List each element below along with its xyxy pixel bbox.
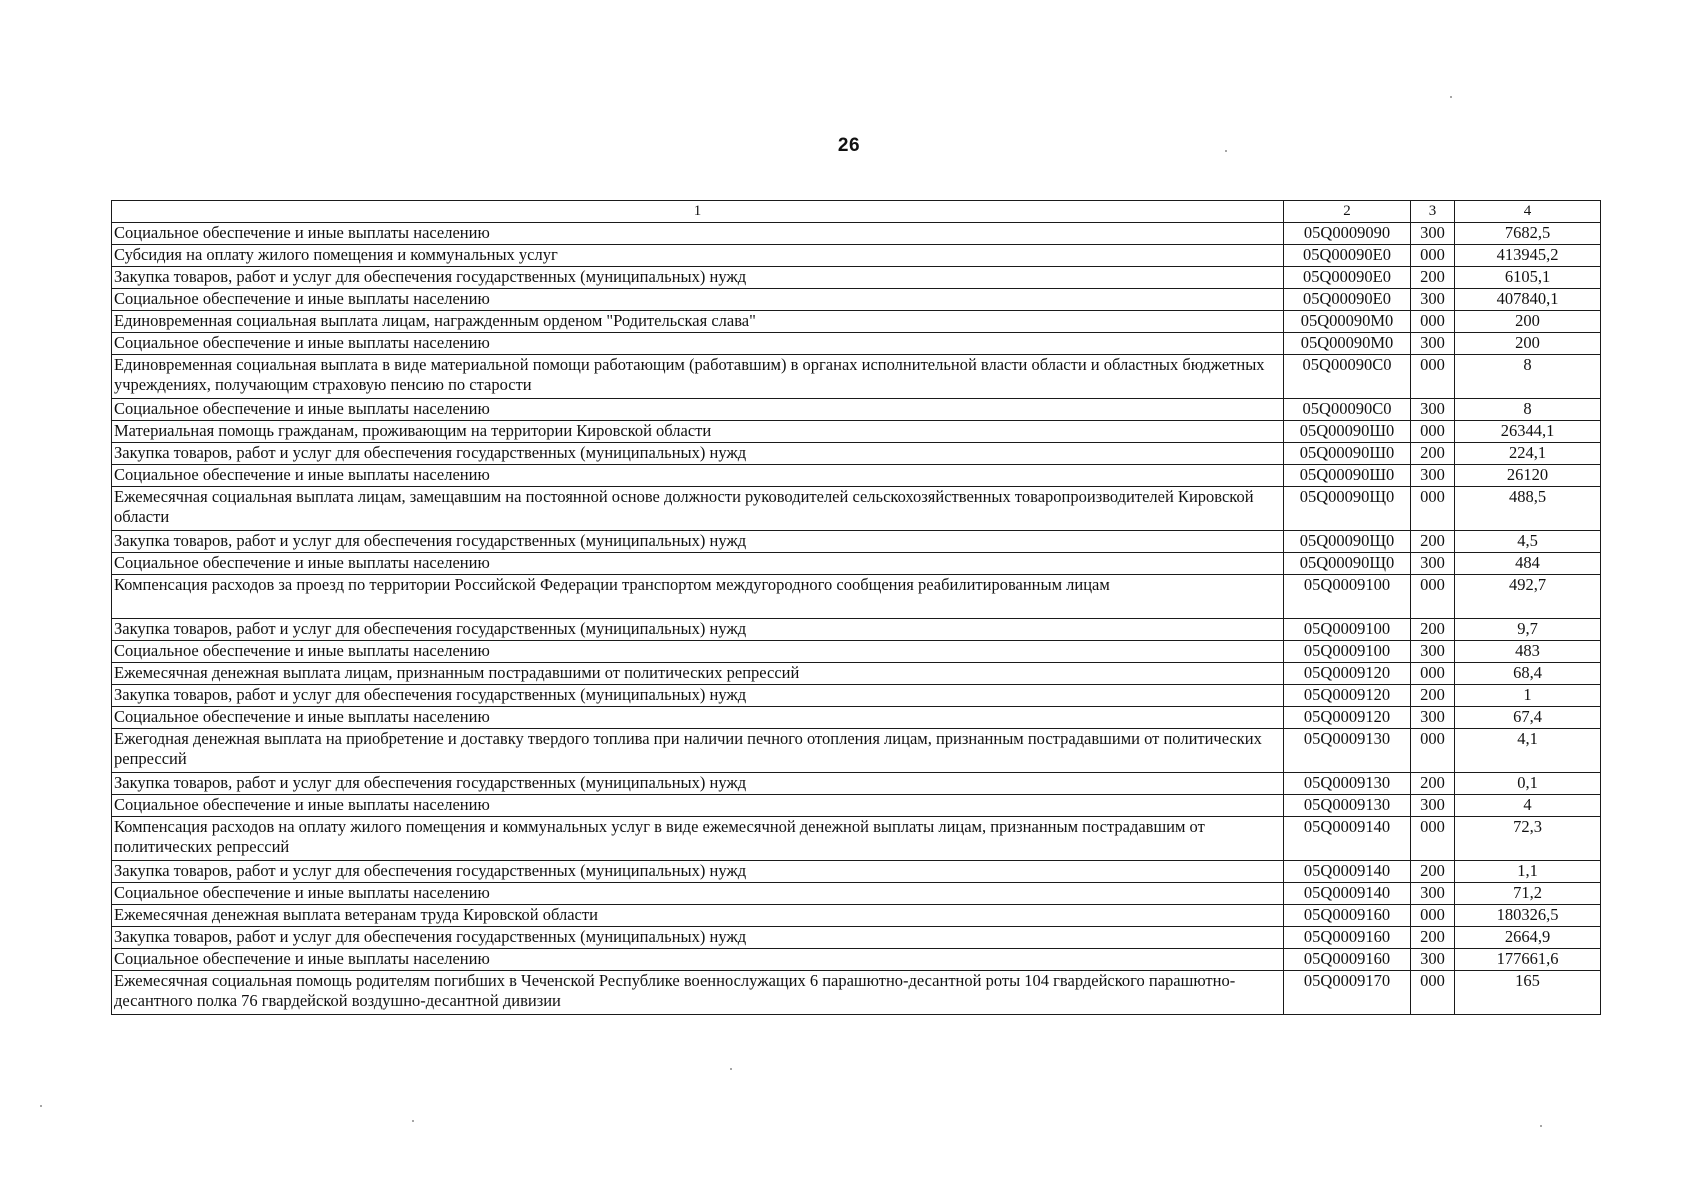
row-sum: 68,4 (1455, 663, 1601, 685)
row-name: Закупка товаров, работ и услуг для обеспечения государственных (муниципальных) нужд (112, 927, 1284, 949)
row-sum: 488,5 (1455, 487, 1601, 531)
scan-speck (730, 1068, 732, 1070)
row-code: 05Q00090Щ0 (1284, 531, 1411, 553)
row-kind: 000 (1411, 575, 1455, 619)
row-code: 05Q00090Е0 (1284, 245, 1411, 267)
row-sum: 4 (1455, 795, 1601, 817)
table-row (112, 883, 1601, 905)
row-kind: 000 (1411, 905, 1455, 927)
row-code: 05Q00090М0 (1284, 311, 1411, 333)
table-row (112, 971, 1601, 1015)
table-row (112, 333, 1601, 355)
row-kind: 300 (1411, 289, 1455, 311)
table-row (112, 311, 1601, 333)
row-kind: 000 (1411, 487, 1455, 531)
row-kind: 300 (1411, 949, 1455, 971)
row-name: Закупка товаров, работ и услуг для обеспечения государственных (муниципальных) нужд (112, 685, 1284, 707)
table-row (112, 685, 1601, 707)
row-code: 05Q00090С0 (1284, 355, 1411, 399)
scan-speck (40, 1105, 42, 1107)
table-row (112, 861, 1601, 883)
row-kind: 300 (1411, 399, 1455, 421)
row-code: 05Q0009120 (1284, 685, 1411, 707)
row-name: Материальная помощь гражданам, проживающим на территории Кировской области (112, 421, 1284, 443)
table-row (112, 641, 1601, 663)
row-kind: 000 (1411, 245, 1455, 267)
row-sum: 0,1 (1455, 773, 1601, 795)
table-row (112, 267, 1601, 289)
row-sum: 492,7 (1455, 575, 1601, 619)
table-row (112, 245, 1601, 267)
table-row (112, 575, 1601, 619)
row-name: Закупка товаров, работ и услуг для обеспечения государственных (муниципальных) нужд (112, 531, 1284, 553)
row-name: Единовременная социальная выплата лицам, награжденным орденом "Родительская слава" (112, 311, 1284, 333)
row-name: Социальное обеспечение и иные выплаты населению (112, 553, 1284, 575)
row-kind: 000 (1411, 421, 1455, 443)
row-sum: 484 (1455, 553, 1601, 575)
row-sum: 26120 (1455, 465, 1601, 487)
row-sum: 1 (1455, 685, 1601, 707)
row-code: 05Q00090Ш0 (1284, 421, 1411, 443)
row-code: 05Q0009090 (1284, 223, 1411, 245)
row-kind: 300 (1411, 333, 1455, 355)
row-code: 05Q00090Ш0 (1284, 443, 1411, 465)
row-name: Социальное обеспечение и иные выплаты населению (112, 883, 1284, 905)
row-kind: 200 (1411, 685, 1455, 707)
row-sum: 1,1 (1455, 861, 1601, 883)
column-number-4: 4 (1455, 201, 1601, 223)
row-code: 05Q0009100 (1284, 575, 1411, 619)
table-row (112, 817, 1601, 861)
table-row (112, 421, 1601, 443)
budget-table (111, 200, 1601, 1015)
row-code: 05Q0009140 (1284, 861, 1411, 883)
row-sum: 71,2 (1455, 883, 1601, 905)
table-row (112, 927, 1601, 949)
row-kind: 300 (1411, 553, 1455, 575)
row-name: Ежемесячная денежная выплата ветеранам труда Кировской области (112, 905, 1284, 927)
column-number-row (112, 201, 1601, 223)
table-row (112, 487, 1601, 531)
table-row (112, 795, 1601, 817)
row-kind: 200 (1411, 443, 1455, 465)
row-name: Социальное обеспечение и иные выплаты населению (112, 641, 1284, 663)
table-row (112, 399, 1601, 421)
row-sum: 200 (1455, 333, 1601, 355)
row-kind: 000 (1411, 971, 1455, 1015)
row-code: 05Q0009130 (1284, 795, 1411, 817)
row-kind: 300 (1411, 883, 1455, 905)
row-code: 05Q0009170 (1284, 971, 1411, 1015)
table-row (112, 289, 1601, 311)
row-code: 05Q0009140 (1284, 883, 1411, 905)
row-name: Ежемесячная социальная выплата лицам, замещавшим на постоянной основе должности руководителей сельскохозяйственных товаропроизводителей Кировской области (112, 487, 1284, 531)
column-number-3: 3 (1411, 201, 1455, 223)
row-name: Закупка товаров, работ и услуг для обеспечения государственных (муниципальных) нужд (112, 619, 1284, 641)
row-kind: 200 (1411, 531, 1455, 553)
table-row (112, 355, 1601, 399)
row-sum: 7682,5 (1455, 223, 1601, 245)
row-name: Социальное обеспечение и иные выплаты населению (112, 795, 1284, 817)
row-kind: 200 (1411, 927, 1455, 949)
row-sum: 200 (1455, 311, 1601, 333)
row-kind: 000 (1411, 729, 1455, 773)
row-code: 05Q0009160 (1284, 927, 1411, 949)
column-number-2: 2 (1284, 201, 1411, 223)
table-row (112, 707, 1601, 729)
row-name: Социальное обеспечение и иные выплаты населению (112, 707, 1284, 729)
row-kind: 000 (1411, 817, 1455, 861)
row-code: 05Q00090М0 (1284, 333, 1411, 355)
scan-speck (412, 1120, 414, 1122)
table-row (112, 531, 1601, 553)
row-name: Социальное обеспечение и иные выплаты населению (112, 333, 1284, 355)
row-sum: 165 (1455, 971, 1601, 1015)
table-row (112, 619, 1601, 641)
row-sum: 72,3 (1455, 817, 1601, 861)
scan-speck (1225, 150, 1227, 152)
table-row (112, 663, 1601, 685)
row-name: Социальное обеспечение и иные выплаты населению (112, 289, 1284, 311)
row-sum: 413945,2 (1455, 245, 1601, 267)
row-name: Компенсация расходов за проезд по территории Российской Федерации транспортом междугородного сообщения реабилитированным лицам (112, 575, 1284, 619)
table-body (112, 223, 1601, 1015)
row-name: Социальное обеспечение и иные выплаты населению (112, 399, 1284, 421)
row-kind: 300 (1411, 795, 1455, 817)
scan-speck (1540, 1125, 1542, 1127)
row-sum: 26344,1 (1455, 421, 1601, 443)
row-sum: 4,1 (1455, 729, 1601, 773)
row-sum: 9,7 (1455, 619, 1601, 641)
row-name: Компенсация расходов на оплату жилого помещения и коммунальных услуг в виде ежемесячной денежной выплаты лицам, признанным пострадавшим от политических репрессий (112, 817, 1284, 861)
column-number-1: 1 (112, 201, 1284, 223)
row-code: 05Q00090С0 (1284, 399, 1411, 421)
table-row (112, 223, 1601, 245)
row-code: 05Q00090Ш0 (1284, 465, 1411, 487)
row-kind: 200 (1411, 861, 1455, 883)
row-sum: 483 (1455, 641, 1601, 663)
row-name: Социальное обеспечение и иные выплаты населению (112, 223, 1284, 245)
row-code: 05Q0009140 (1284, 817, 1411, 861)
table-row (112, 443, 1601, 465)
row-sum: 8 (1455, 399, 1601, 421)
row-code: 05Q0009100 (1284, 641, 1411, 663)
table-row (112, 553, 1601, 575)
row-sum: 180326,5 (1455, 905, 1601, 927)
row-sum: 177661,6 (1455, 949, 1601, 971)
table-row (112, 905, 1601, 927)
row-code: 05Q0009160 (1284, 949, 1411, 971)
row-code: 05Q00090Е0 (1284, 267, 1411, 289)
row-sum: 4,5 (1455, 531, 1601, 553)
row-kind: 000 (1411, 355, 1455, 399)
row-name: Социальное обеспечение и иные выплаты населению (112, 465, 1284, 487)
row-kind: 300 (1411, 641, 1455, 663)
row-code: 05Q00090Е0 (1284, 289, 1411, 311)
row-kind: 300 (1411, 707, 1455, 729)
row-sum: 6105,1 (1455, 267, 1601, 289)
row-code: 05Q0009160 (1284, 905, 1411, 927)
row-kind: 300 (1411, 465, 1455, 487)
row-code: 05Q00090Щ0 (1284, 553, 1411, 575)
page-number: 26 (837, 135, 861, 156)
row-code: 05Q0009130 (1284, 729, 1411, 773)
table-row (112, 729, 1601, 773)
row-name: Закупка товаров, работ и услуг для обеспечения государственных (муниципальных) нужд (112, 773, 1284, 795)
row-code: 05Q0009100 (1284, 619, 1411, 641)
row-name: Закупка товаров, работ и услуг для обеспечения государственных (муниципальных) нужд (112, 443, 1284, 465)
table-row (112, 465, 1601, 487)
row-kind: 000 (1411, 311, 1455, 333)
row-sum: 67,4 (1455, 707, 1601, 729)
row-code: 05Q0009130 (1284, 773, 1411, 795)
row-sum: 407840,1 (1455, 289, 1601, 311)
table-row (112, 949, 1601, 971)
row-name: Ежегодная денежная выплата на приобретение и доставку твердого топлива при наличии печного отопления лицам, признанным пострадавшими от политических репрессий (112, 729, 1284, 773)
row-name: Ежемесячная социальная помощь родителям погибших в Чеченской Республике военнослужащих 6 парашютно-десантной роты 104 гвардейского парашютно-десантного полка 76 гвардейской воздушно-десантной дивизии (112, 971, 1284, 1015)
row-kind: 200 (1411, 267, 1455, 289)
row-name: Субсидия на оплату жилого помещения и коммунальных услуг (112, 245, 1284, 267)
row-name: Ежемесячная денежная выплата лицам, признанным пострадавшими от политических репрессий (112, 663, 1284, 685)
table-row (112, 773, 1601, 795)
row-code: 05Q0009120 (1284, 707, 1411, 729)
row-name: Социальное обеспечение и иные выплаты населению (112, 949, 1284, 971)
row-code: 05Q0009120 (1284, 663, 1411, 685)
row-kind: 000 (1411, 663, 1455, 685)
row-kind: 200 (1411, 619, 1455, 641)
row-name: Единовременная социальная выплата в виде материальной помощи работающим (работавшим) в органах исполнительной власти области и областных бюджетных учреждениях, получающим страховую пенсию по старости (112, 355, 1284, 399)
row-sum: 2664,9 (1455, 927, 1601, 949)
row-kind: 300 (1411, 223, 1455, 245)
row-name: Закупка товаров, работ и услуг для обеспечения государственных (муниципальных) нужд (112, 861, 1284, 883)
scan-speck (1450, 96, 1452, 98)
row-sum: 8 (1455, 355, 1601, 399)
row-kind: 200 (1411, 773, 1455, 795)
row-name: Закупка товаров, работ и услуг для обеспечения государственных (муниципальных) нужд (112, 267, 1284, 289)
row-code: 05Q00090Щ0 (1284, 487, 1411, 531)
row-sum: 224,1 (1455, 443, 1601, 465)
